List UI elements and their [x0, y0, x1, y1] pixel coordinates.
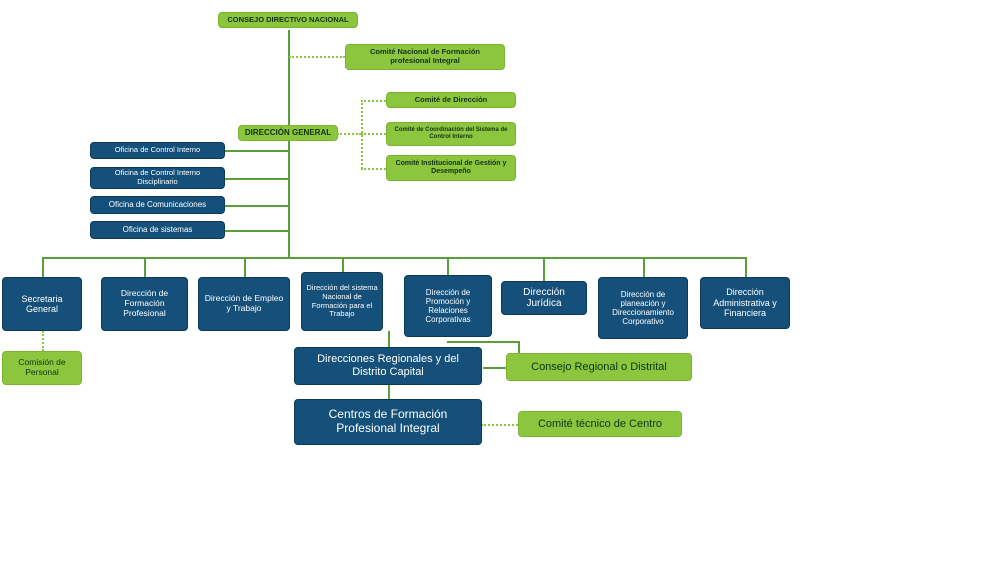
- connector-direccion-right: [337, 133, 361, 135]
- connector-drop-secretaria: [42, 257, 44, 277]
- node-comite-nacional-formacion[interactable]: Comité Nacional de Formación profesional Integral: [345, 44, 505, 70]
- connector-consejo-regional-top: [447, 341, 518, 343]
- connector-sistema-regionales: [388, 331, 390, 347]
- node-direccion-juridica[interactable]: Dirección Jurídica: [501, 281, 587, 315]
- connector-comite-coordinacion: [361, 133, 386, 135]
- node-direccion-administrativa-financiera[interactable]: Dirección Administrativa y Financiera: [700, 277, 790, 329]
- connector-main-bus: [42, 257, 746, 259]
- node-comision-de-personal[interactable]: Comisión de Personal: [2, 351, 82, 385]
- node-comite-direccion[interactable]: Comité de Dirección: [386, 92, 516, 108]
- connector-oficina-control-interno: [225, 150, 289, 152]
- connector-comite-direccion: [361, 100, 386, 102]
- connector-oficina-disciplinario: [225, 178, 289, 180]
- connector-consejo-comite-nacional: [289, 56, 345, 58]
- connector-drop-juridica: [543, 257, 545, 281]
- connector-centros-comite-tecnico: [481, 424, 518, 426]
- connector-secretaria-comision: [42, 331, 44, 351]
- connector-drop-administrativa: [745, 257, 747, 277]
- node-secretaria-general[interactable]: Secretaria General: [2, 277, 82, 331]
- node-direccion-formacion-profesional[interactable]: Dirección de Formación Profesional: [101, 277, 188, 331]
- connector-spine-main: [288, 30, 290, 258]
- node-direccion-planeacion[interactable]: Dirección de planeación y Direccionamiento Corporativo: [598, 277, 688, 339]
- connector-drop-empleo: [244, 257, 246, 277]
- connector-drop-planeacion: [643, 257, 645, 277]
- connector-oficina-comunicaciones: [221, 205, 289, 207]
- connector-comite-institucional: [361, 168, 386, 170]
- connector-drop-promocion: [447, 257, 449, 277]
- node-comite-coordinacion-control-interno[interactable]: Comité de Coordinación del Sistema de Control Interno: [386, 122, 516, 146]
- node-oficina-sistemas[interactable]: Oficina de sistemas: [90, 221, 225, 239]
- node-consejo-directivo-nacional[interactable]: CONSEJO DIRECTIVO NACIONAL: [218, 12, 358, 28]
- node-comite-institucional-gestion[interactable]: Comité Institucional de Gestión y Desempeño: [386, 155, 516, 181]
- node-consejo-regional-distrital[interactable]: Consejo Regional o Distrital: [506, 353, 692, 381]
- node-centros-formacion-profesional[interactable]: Centros de Formación Profesional Integral: [294, 399, 482, 445]
- connector-drop-formacion: [144, 257, 146, 277]
- node-direccion-general[interactable]: DIRECCIÓN GENERAL: [238, 125, 338, 141]
- node-oficina-comunicaciones[interactable]: Oficina de Comunicaciones: [90, 196, 225, 214]
- node-direccion-empleo-trabajo[interactable]: Dirección de Empleo y Trabajo: [198, 277, 290, 331]
- node-direcciones-regionales[interactable]: Direcciones Regionales y del Distrito Capital: [294, 347, 482, 385]
- connector-oficina-sistemas: [225, 230, 289, 232]
- node-comite-tecnico-centro[interactable]: Comité técnico de Centro: [518, 411, 682, 437]
- node-oficina-control-interno[interactable]: Oficina de Control Interno: [90, 142, 225, 159]
- node-oficina-control-interno-disciplinario[interactable]: Oficina de Control Interno Disciplinario: [90, 167, 225, 189]
- node-direccion-promocion-relaciones[interactable]: Dirección de Promoción y Relaciones Corporativas: [404, 275, 492, 337]
- node-direccion-sistema-nacional-formacion[interactable]: Dirección del sistema Nacional de Formación para el Trabajo: [301, 272, 383, 331]
